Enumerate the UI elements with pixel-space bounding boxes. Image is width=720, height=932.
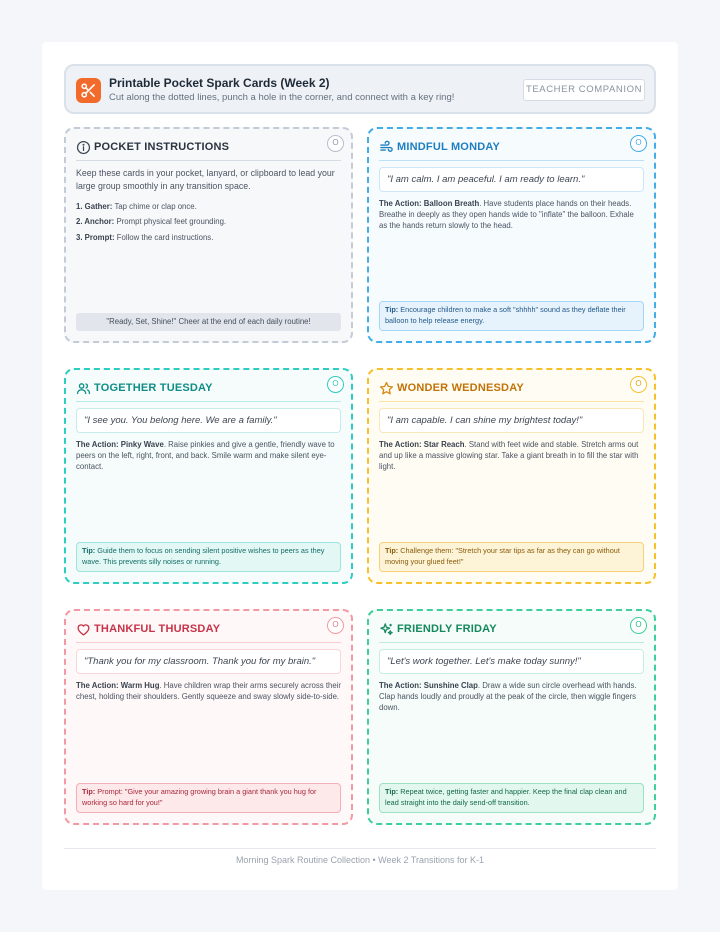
card-divider <box>379 160 644 161</box>
card-divider <box>379 401 644 402</box>
card-title: POCKET INSTRUCTIONS <box>94 141 230 153</box>
action-text: The Action: Star Reach. Stand with feet wide and stable. Stretch arms out and up like a massive glowing star. Take a giant breath in to fill the star with light. <box>379 440 639 472</box>
star-icon <box>379 381 394 396</box>
action-text: The Action: Pinky Wave. Raise pinkies and give a gentle, friendly wave to peers on the left, right, front, and back. Smile warm and make silent eye-contact. <box>76 440 335 472</box>
wind-icon <box>379 140 394 155</box>
card-title: MINDFUL MONDAY <box>397 141 501 153</box>
cheer-banner: "Ready, Set, Shine!" Cheer at the end of each daily routine! <box>76 313 341 331</box>
card-divider <box>379 642 644 643</box>
info-icon <box>76 140 91 155</box>
card-title: THANKFUL THURSDAY <box>94 623 221 635</box>
tip-box: Tip: Encourage children to make a soft "shhhh" sound as they deflate their balloon to help release energy. <box>379 301 644 331</box>
tip-box: Tip: Repeat twice, getting faster and happier. Keep the final clap clean and lead straight into the daily send-off transition. <box>379 783 644 813</box>
footer-divider <box>64 848 656 849</box>
printable-sheet <box>42 42 678 890</box>
punch-hole-marker: O <box>327 376 344 393</box>
together-tuesday-card <box>64 368 353 584</box>
affirmation-quote: "Thank you for my classroom. Thank you for my brain." <box>76 649 341 674</box>
affirmation-quote: "Let's work together. Let's make today sunny!" <box>379 649 644 674</box>
heart-icon <box>76 622 91 637</box>
wonder-wednesday-card <box>367 368 656 584</box>
punch-hole-marker: O <box>630 135 647 152</box>
affirmation-quote: "I see you. You belong here. We are a family." <box>76 408 341 433</box>
thankful-thursday-card <box>64 609 353 825</box>
punch-hole-marker: O <box>327 617 344 634</box>
action-text: The Action: Sunshine Clap. Draw a wide sun circle overhead with hands. Clap hands loudly and proudly at the peak of the circle, then wiggle fingers down. <box>379 681 637 713</box>
friendly-friday-card <box>367 609 656 825</box>
card-title: FRIENDLY FRIDAY <box>397 623 497 635</box>
instruction-steps <box>76 199 341 245</box>
step-item: 1. Gather: Tap chime or clap once. <box>76 202 197 211</box>
action-text: The Action: Warm Hug. Have children wrap their arms securely across their chest, holding their shoulders. Gently squeeze and sway slowly side-to-side. <box>76 681 342 702</box>
mindful-monday-card <box>367 127 656 343</box>
card-divider <box>76 160 341 161</box>
punch-hole-marker: O <box>327 135 344 152</box>
affirmation-quote: "I am capable. I can shine my brightest today!" <box>379 408 644 433</box>
page-footer: Morning Spark Routine Collection • Week 2 Transitions for K-1 <box>235 855 485 865</box>
step-item: 3. Prompt: Follow the card instructions. <box>76 232 214 242</box>
tip-box: Tip: Guide them to focus on sending silent positive wishes to peers as they wave. This prevents silly noises or running. <box>76 542 341 572</box>
card-title: WONDER WEDNESDAY <box>397 382 524 394</box>
card-divider <box>76 642 341 643</box>
page-subtitle: Cut along the dotted lines, punch a hole in the corner, and connect with a key ring! <box>109 92 455 103</box>
action-text: The Action: Balloon Breath. Have students place hands on their heads. Breathe in deeply as they open hands wide to "inflate" the balloon. Exhale as the hands return slowly to the head. <box>379 199 634 231</box>
step-item: 2. Anchor: Prompt physical feet grounding. <box>76 217 227 227</box>
page-header <box>64 64 656 114</box>
punch-hole-marker: O <box>630 617 647 634</box>
punch-hole-marker: O <box>630 376 647 393</box>
users-icon <box>76 381 91 396</box>
card-title: TOGETHER TUESDAY <box>94 382 213 394</box>
pocket-instructions-card <box>64 127 353 343</box>
instructions-lead: Keep these cards in your pocket, lanyard, or clipboard to lead your large group smoothly in any transition space. <box>76 168 335 191</box>
tip-box: Tip: Challenge them: "Stretch your star tips as far as they can go without moving your glued feet!" <box>379 542 644 572</box>
affirmation-quote: "I am calm. I am peaceful. I am ready to learn." <box>379 167 644 192</box>
sparkles-icon <box>379 622 394 637</box>
teacher-companion-badge: TEACHER COMPANION <box>523 79 645 101</box>
tip-box: Tip: Prompt: "Give your amazing growing brain a giant thank you hug for working so hard for you!" <box>76 783 341 813</box>
scissors-icon <box>76 78 101 103</box>
page-title: Printable Pocket Spark Cards (Week 2) <box>109 76 330 90</box>
card-divider <box>76 401 341 402</box>
